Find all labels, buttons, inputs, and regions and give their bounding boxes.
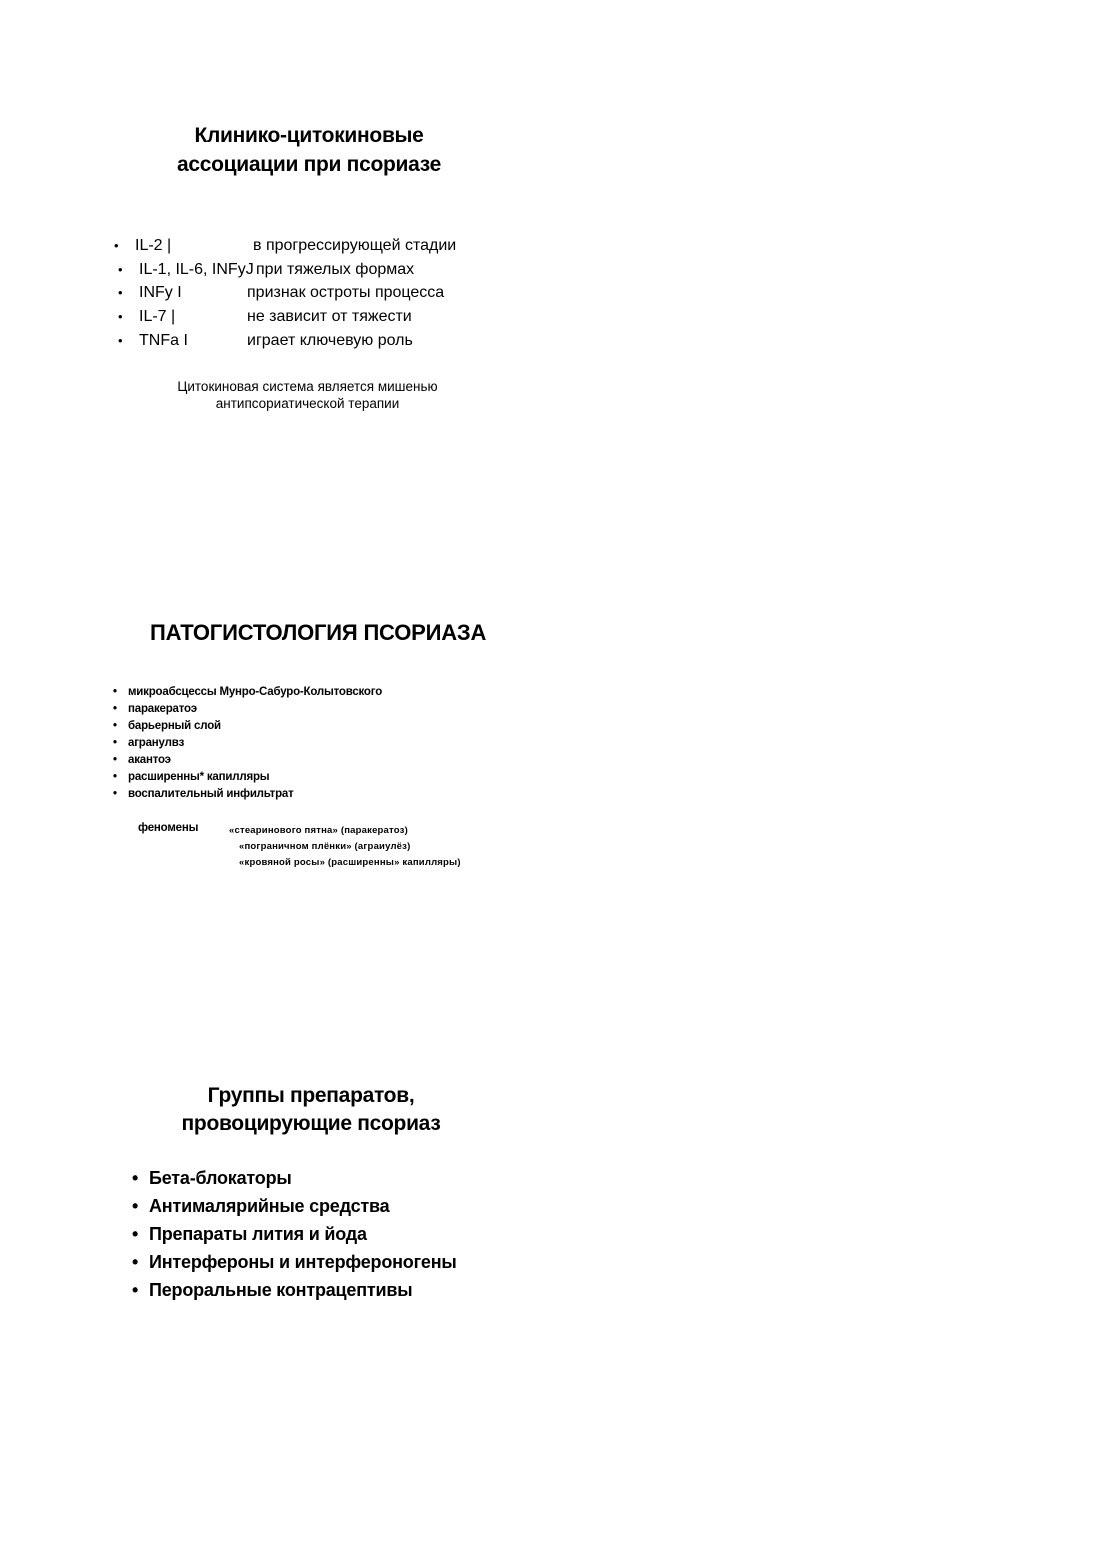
slide1-note-line-2: антипсориатической терапии	[215, 396, 400, 411]
bullet: •	[132, 1280, 139, 1300]
bullet: •	[113, 754, 117, 766]
bullet: •	[113, 720, 117, 732]
histology-item-text: расширенны* капилляры	[128, 771, 270, 783]
bullet: •	[118, 261, 123, 277]
histology-item-text: агранулвз	[128, 737, 185, 749]
slide1-title	[120, 121, 498, 179]
bullet: •	[132, 1252, 139, 1272]
bullet: •	[118, 332, 123, 348]
cytokine-marker: IL-7 |	[139, 308, 176, 326]
slide3-title-line-2: провоцирующие псориаз	[181, 1112, 441, 1135]
histology-item-text: воспалительный инфильтрат	[128, 788, 294, 800]
bullet: •	[118, 285, 123, 301]
drug-group-text: Антималярийные средства	[149, 1196, 390, 1216]
bullet: •	[132, 1196, 139, 1216]
histology-item-text: паракератоэ	[128, 703, 197, 715]
slide1-title-line-2: ассоциации при псориазе	[177, 153, 441, 176]
cytokine-description: играет ключевую роль	[247, 331, 413, 349]
cytokine-marker: INFy I	[139, 284, 182, 302]
cytokine-description: в прогрессирующей стадии	[253, 237, 457, 254]
phenomenon-line: «кровяной росы» (расширенны» капилляры)	[239, 857, 461, 868]
histology-item-text: барьерный слой	[128, 720, 221, 732]
histology-item-text: микроабсцессы Мунро-Сабуро-Колытовского	[128, 686, 383, 698]
cytokine-description: при тяжелых формах	[256, 260, 415, 278]
drug-group-text: Бета-блокаторы	[149, 1168, 292, 1188]
cytokine-marker: TNFa I	[139, 331, 188, 349]
phenomenon-line: «стеаринового пятна» (паракератоз)	[229, 825, 408, 836]
cytokine-marker: IL-1, IL-6, INFyJ	[139, 260, 254, 278]
bullet: •	[113, 703, 117, 715]
bullet: •	[113, 771, 117, 783]
slide3-title-line-1: Группы препаратов,	[207, 1084, 415, 1107]
slide3-title	[150, 1082, 472, 1138]
bullet: •	[118, 309, 123, 325]
phenomena-label: феномены	[138, 822, 199, 834]
slide1-note-line-1: Цитокиновая система является мишенью	[177, 379, 438, 394]
slide1-title-line-1: Клинико-цитокиновые	[194, 124, 424, 147]
bullet: •	[132, 1224, 139, 1244]
bullet: •	[114, 238, 119, 253]
phenomenon-line: «пограничном плёнки» (аграиулёз)	[239, 841, 411, 852]
bullet: •	[113, 737, 117, 749]
bullet: •	[113, 788, 117, 800]
histology-item-text: акантоэ	[128, 754, 171, 766]
drug-group-text: Препараты лития и йода	[149, 1224, 367, 1244]
slide2-title: ПАТОГИСТОЛОГИЯ ПСОРИАЗА	[150, 620, 487, 645]
drug-group-text: Интерфероны и интерфероногены	[149, 1252, 457, 1272]
drug-group-text: Пероральные контрацептивы	[149, 1280, 413, 1300]
slide1-note	[150, 378, 465, 412]
bullet: •	[113, 686, 117, 698]
cytokine-marker: IL-2 |	[135, 237, 172, 254]
cytokine-description: не зависит от тяжести	[247, 308, 412, 326]
bullet: •	[132, 1168, 139, 1188]
cytokine-description: признак остроты процесса	[247, 284, 445, 302]
